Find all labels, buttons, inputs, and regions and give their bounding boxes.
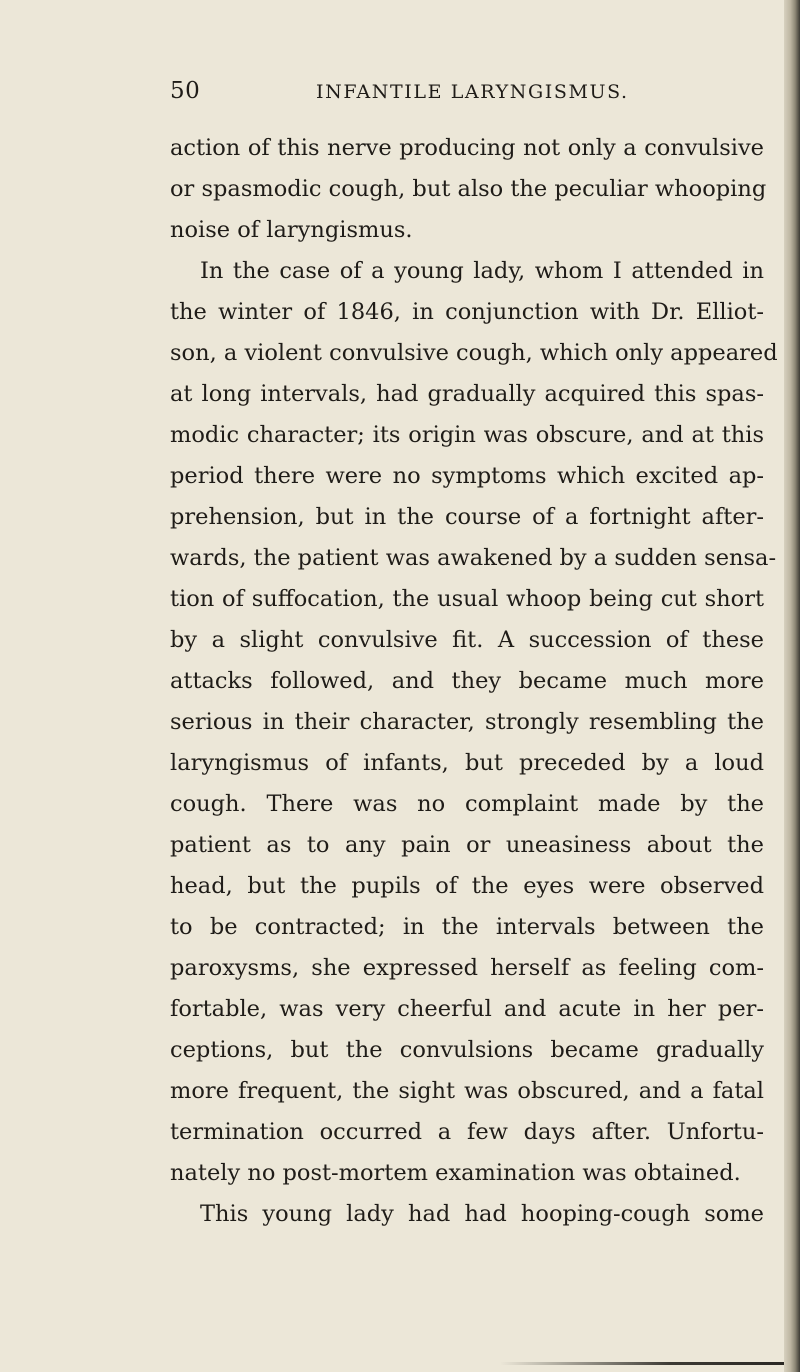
text-line: more frequent, the sight was obscured, and a fatal [170, 1078, 764, 1104]
text-line: ceptions, but the convulsions became gradually [170, 1037, 764, 1063]
text-line: modic character; its origin was obscure, and at this [170, 422, 764, 448]
text-line: the winter of 1846, in conjunction with Dr. Elliot- [170, 299, 764, 325]
text-line: at long intervals, had gradually acquired this spas- [170, 381, 764, 407]
text-line: fortable, was very cheerful and acute in her per- [170, 996, 764, 1022]
text-line: attacks followed, and they became much more [170, 668, 764, 694]
text-line: patient as to any pain or uneasiness about the [170, 832, 764, 858]
page-edge-shadow [500, 1362, 784, 1365]
text-line: termination occurred a few days after. Unfortu- [170, 1119, 764, 1145]
text-line: prehension, but in the course of a fortnight after- [170, 504, 764, 530]
running-title: INFANTILE LARYNGISMUS. [316, 81, 629, 103]
text-line: cough. There was no complaint made by the [170, 791, 764, 817]
text-line: wards, the patient was awakened by a sudden sensa- [170, 545, 777, 571]
text-line: paroxysms, she expressed herself as feeling com- [170, 955, 764, 981]
text-line: or spasmodic cough, but also the peculiar whooping [170, 176, 767, 202]
text-line: period there were no symptoms which excited ap- [170, 463, 764, 489]
text-line: tion of suffocation, the usual whoop being cut short [170, 586, 764, 612]
text-line: action of this nerve producing not only a convulsive [170, 135, 764, 161]
text-line: noise of laryngismus. [170, 217, 413, 243]
text-line: nately no post-mortem examination was obtained. [170, 1160, 741, 1186]
book-gutter-edge [784, 0, 800, 1372]
paragraph-start-line: In the case of a young lady, whom I attended in [200, 258, 764, 284]
text-line: serious in their character, strongly resembling the [170, 709, 764, 735]
page-number: 50 [170, 78, 201, 104]
page-header [0, 78, 784, 114]
paragraph-start-line: This young lady had had hooping-cough some [200, 1201, 764, 1227]
text-line: by a slight convulsive fit. A succession of these [170, 627, 764, 653]
body-text [170, 128, 778, 1235]
text-line: son, a violent convulsive cough, which only appeared [170, 340, 778, 366]
text-line: to be contracted; in the intervals between the [170, 914, 764, 940]
text-line: laryngismus of infants, but preceded by a loud [170, 750, 764, 776]
text-line: head, but the pupils of the eyes were observed [170, 873, 764, 899]
